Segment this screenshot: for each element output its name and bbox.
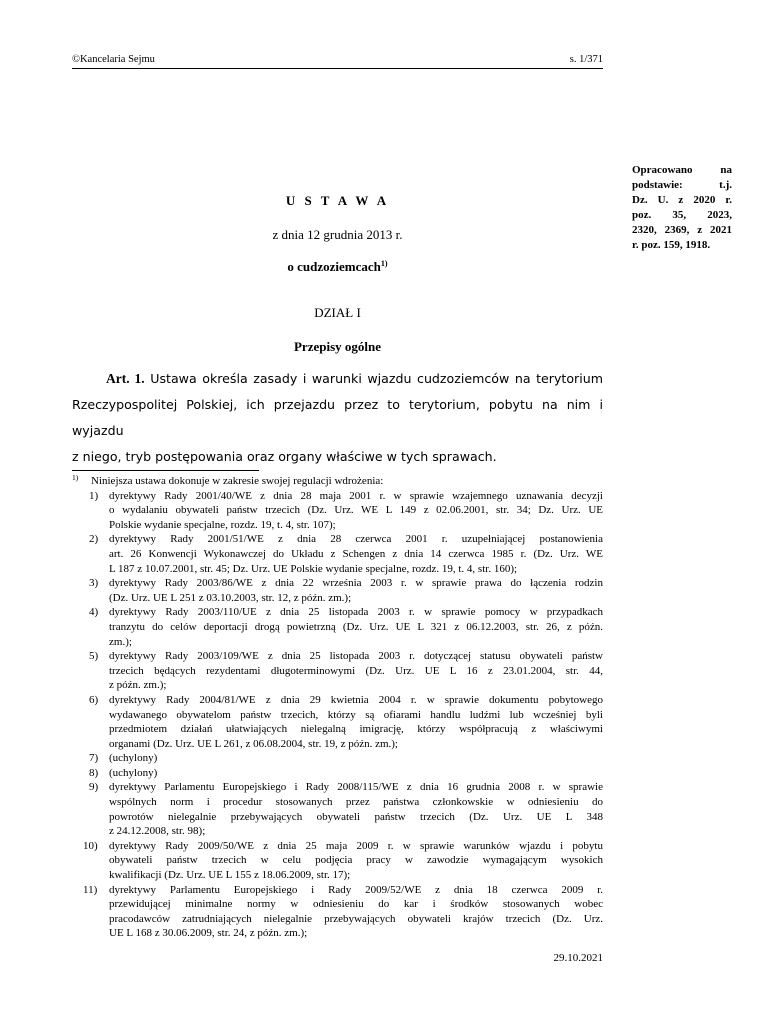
footer-date: 29.10.2021 — [553, 952, 603, 964]
footnote-item-line: tranzytu do celów deportacji drogą powietrzną (Dz. Urz. UE L 321 z 06.12.2003, str. 26, z późn. — [109, 620, 603, 633]
footnote-item-line: trzecich będących rezydentami długoterminowymi (Dz. Urz. UE L 16 z 23.01.2004, str. 44, — [109, 664, 603, 677]
footnote-intro-text: Niniejsza ustawa dokonuje w zakresie swojej regulacji wdrożenia: — [91, 475, 384, 487]
footnote-item-number: 9) — [89, 781, 99, 794]
footnote-item-line: dyrektywy Rady 2004/81/WE z dnia 29 kwietnia 2004 r. w sprawie dokumentu pobytowego — [109, 693, 603, 706]
source-note-line: Dz. U. z 2020 r. — [632, 194, 732, 206]
footnote-item — [72, 693, 603, 751]
footnote-item — [72, 839, 603, 883]
footnote-item-line: z późn. zm.); — [109, 679, 167, 692]
footnote-item-number: 3) — [89, 577, 99, 590]
article-line — [72, 366, 603, 392]
footnote-item-number: 5) — [89, 650, 99, 663]
source-note-line: podstawie: t.j. — [632, 179, 732, 191]
article-label: Art. 1. — [106, 371, 145, 386]
section-title: Przepisy ogólne — [293, 339, 381, 354]
source-note-line: 2320, 2369, z 2021 — [632, 224, 732, 236]
footnote-item-line: dyrektywy Parlamentu Europejskiego i Rady 2009/52/WE z dnia 18 czerwca 2009 r. — [109, 883, 603, 896]
footnote-item-line: pracodawców zatrudniających nielegalnie przebywających obywateli krajów trzecich (Dz. Urz. — [109, 912, 603, 925]
source-note — [632, 163, 732, 253]
footnote-item-text — [109, 780, 603, 838]
footnote-item-text — [109, 532, 603, 576]
footnote-item-text — [109, 489, 603, 533]
footnote-item-line: (uchylony) — [109, 766, 158, 779]
act-subject — [72, 259, 603, 275]
footnote-marker: 1) — [72, 473, 79, 482]
footnote-item-line: powrotów nielegalnie przebywających obywateli państw trzecich (Dz. Urz. UE L 348 — [109, 810, 603, 823]
footnote-item-number: 11) — [83, 883, 98, 896]
footnote-item-text — [109, 839, 603, 883]
publisher-label: ©Kancelaria Sejmu — [72, 54, 155, 65]
footnote-item-text — [109, 649, 603, 693]
footnote-ref: 1) — [380, 259, 388, 268]
footnote-item — [72, 883, 603, 941]
footnote-item-line: dyrektywy Rady 2001/51/WE z dnia 28 czerwca 2001 r. uzupełniającej postanowienia — [109, 533, 603, 546]
footnote-item-line: z 24.12.2008, str. 98); — [109, 825, 206, 838]
act-title: U S T A W A — [285, 193, 390, 208]
footnote-item-line: przewidującej minimalne normy w odniesieniu do kar i środków stosowanych wobec — [109, 898, 603, 911]
footnote-item-line: dyrektywy Rady 2003/109/WE z dnia 25 listopada 2003 r. dotyczącej statusu obywateli państw — [109, 650, 603, 663]
footnote-item-line: dyrektywy Parlamentu Europejskiego i Rady 2008/115/WE z dnia 16 grudnia 2008 r. w sprawie — [109, 781, 603, 794]
article-line: z niego, tryb postępowania oraz organy właściwe w tych sprawach. — [72, 449, 497, 464]
footnote-item-line: dyrektywy Rady 2003/86/WE z dnia 22 września 2003 r. w sprawie prawa do łączenia rodzin — [109, 577, 603, 590]
footnote-item-number: 1) — [89, 489, 99, 502]
footnote-item-line: dyrektywy Rady 2009/50/WE z dnia 25 maja 2009 r. w sprawie warunków wjazdu i pobytu — [109, 839, 603, 852]
act-date: z dnia 12 grudnia 2013 r. — [272, 227, 403, 242]
footnote-item — [72, 766, 603, 781]
footnote-item-line: organami (Dz. Urz. UE L 261, z 06.08.2004, str. 19, z późn. zm.); — [109, 737, 398, 750]
footnote-item — [72, 751, 603, 766]
article-line: Rzeczypospolitej Polskiej, ich przejazdu przez to terytorium, pobytu na nim i wyjazdu — [72, 397, 603, 438]
footnote-item — [72, 649, 603, 693]
footnote-item-number: 8) — [89, 766, 99, 779]
footnote-item-line: przedmiotem działań ułatwiających nielegalną imigrację, którzy współpracują z właściwymi — [109, 723, 603, 736]
act-subject-text: o cudzoziemcach — [287, 259, 381, 274]
article-1 — [72, 366, 603, 470]
footnote-item-line: UE L 168 z 30.06.2009, str. 24, z późn. zm.); — [109, 927, 308, 940]
footnote-item-line: (uchylony) — [109, 752, 158, 765]
footnote-items — [72, 489, 603, 941]
footnote-separator — [72, 470, 259, 471]
footnote-item-number: 2) — [89, 533, 99, 546]
source-note-line: poz. 35, 2023, — [632, 209, 732, 221]
footnote-item-text — [109, 883, 603, 941]
footnote-item-line: zm.); — [109, 635, 132, 648]
footnote-item-number: 6) — [89, 693, 99, 706]
footnote-item — [72, 780, 603, 838]
footnote-item-number: 10) — [83, 839, 98, 852]
footnote-item — [72, 532, 603, 576]
source-note-line: Opracowano na — [632, 164, 732, 176]
footnote — [72, 474, 603, 941]
footnote-intro — [72, 474, 603, 489]
footnote-item-text — [109, 766, 603, 781]
footnote-item — [72, 605, 603, 649]
footnote-item-line: dyrektywy Rady 2003/110/UE z dnia 25 listopada 2003 r. w sprawie pomocy w przypadkach — [109, 606, 603, 619]
footnote-item-line: dyrektywy Rady 2001/40/WE z dnia 28 maja 2001 r. w sprawie wzajemnego uznawania decyzji — [109, 489, 603, 502]
footnote-item-number: 4) — [89, 606, 99, 619]
footnote-item-line: wspólnych norm i procedur stosowanych przez państwa członkowskie w odniesieniu do — [109, 796, 603, 809]
footnote-item-number: 7) — [89, 752, 99, 765]
article-text: Ustawa określa zasady i warunki wjazdu cudzoziemców na terytorium — [150, 371, 603, 386]
footnote-item — [72, 489, 603, 533]
footnote-item-text — [109, 693, 603, 751]
footnote-item-line: o wydalaniu obywateli państw trzecich (Dz. Urz. WE L 149 z 02.06.2001, str. 34; Dz. Urz. UE — [109, 504, 603, 517]
footnote-item-line: wydawanego obywatelom państw trzecich, którzy są ofiarami handlu ludźmi lub wcześniej byli — [109, 708, 603, 721]
footnote-item — [72, 576, 603, 605]
section-heading: DZIAŁ I — [314, 305, 361, 320]
footnote-item-line: obywateli państw trzecich w celu podjęcia pracy w zawodzie wymagającym wysokich — [109, 854, 603, 867]
page-number: s. 1/371 — [569, 54, 603, 65]
page-header — [72, 54, 603, 69]
footnote-item-text — [109, 605, 603, 649]
footnote-item-text — [109, 576, 603, 605]
footnote-item-line: L 187 z 10.07.2001, str. 45; Dz. Urz. UE Polskie wydanie specjalne, rozdz. 19, t. 4, str. 160); — [109, 562, 518, 575]
source-note-line: r. poz. 159, 1918. — [632, 239, 711, 251]
footnote-item-line: art. 26 Konwencji Wykonawczej do Układu z Schengen z dnia 14 czerwca 1985 r. (Dz. Urz. WE — [109, 547, 603, 560]
footnote-item-line: (Dz. Urz. UE L 251 z 03.10.2003, str. 12, z późn. zm.); — [109, 591, 352, 604]
footnote-item-line: kwalifikacji (Dz. Urz. UE L 155 z 18.06.2009, str. 17); — [109, 869, 351, 882]
footnote-item-text — [109, 751, 603, 766]
footnote-item-line: Polskie wydanie specjalne, rozdz. 19, t. 4, str. 107); — [109, 518, 336, 531]
